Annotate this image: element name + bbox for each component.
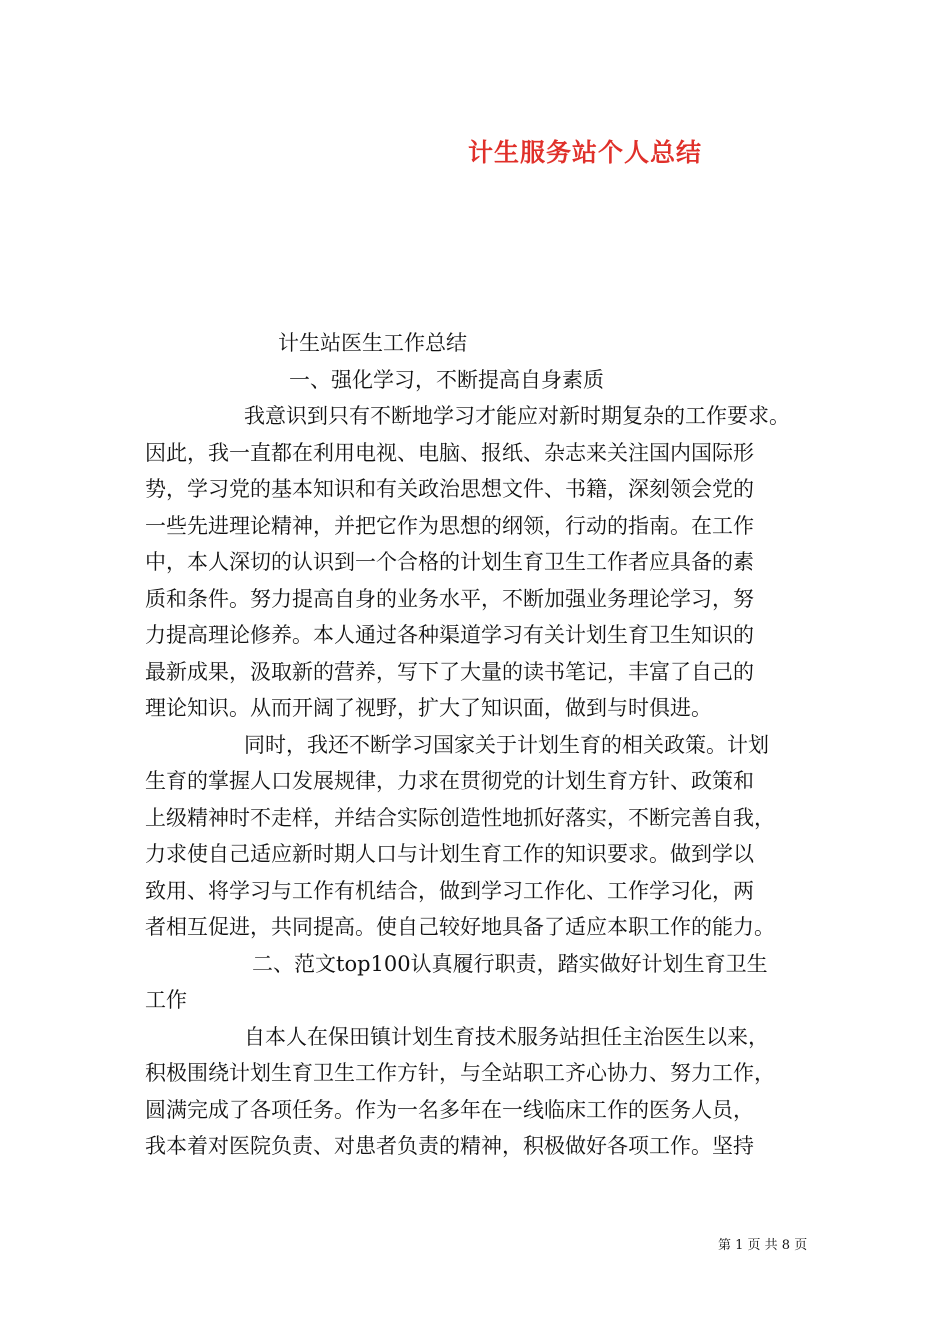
section-heading-1: 一、强化学习，不断提高自身素质 [289,367,604,392]
paragraph-line: 一些先进理论精神，并把它作为思想的纲领，行动的指南。在工作 [145,513,754,538]
section-heading-2: 二、范文top100认真履行职责，踏实做好计划生育卫生 [252,951,768,976]
paragraph-line: 力求使自己适应新时期人口与计划生育工作的知识要求。做到学以 [145,842,754,866]
document-title: 计生服务站个人总结 [468,138,703,167]
paragraph-line: 圆满完成了各项任务。作为一名多年在一线临床工作的医务人员， [145,1097,754,1122]
section-heading-2-continued: 工作 [145,988,187,1012]
subtitle: 计生站医生工作总结 [278,331,467,355]
paragraph-line: 我本着对医院负责、对患者负责的精神，积极做好各项工作。坚持 [145,1134,754,1158]
paragraph-line: 理论知识。从而开阔了视野，扩大了知识面，做到与时俱进。 [145,696,712,720]
paragraph-line: 中，本人深切的认识到一个合格的计划生育卫生工作者应具备的素 [145,550,754,574]
paragraph-line: 同时，我还不断学习国家关于计划生育的相关政策。计划 [244,732,769,757]
paragraph-line: 生育的掌握人口发展规律，力求在贯彻党的计划生育方针、政策和 [145,769,754,793]
paragraph-line: 因此，我一直都在利用电视、电脑、报纸、杂志来关注国内国际形 [145,440,754,465]
paragraph-line: 上级精神时不走样，并结合实际创造性地抓好落实，不断完善自我， [145,805,775,830]
page-number: 第 1 页 共 8 页 [718,1238,808,1253]
paragraph-line: 势，学习党的基本知识和有关政治思想文件、书籍，深刻领会党的 [145,477,754,501]
paragraph-line: 力提高理论修养。本人通过各种渠道学习有关计划生育卫生知识的 [145,623,754,647]
paragraph-line: 质和条件。努力提高自身的业务水平，不断加强业务理论学习，努 [145,586,754,611]
paragraph-line: 自本人在保田镇计划生育技术服务站担任主治医生以来， [244,1024,769,1049]
document-body [145,325,807,1165]
paragraph-line: 最新成果，汲取新的营养，写下了大量的读书笔记，丰富了自己的 [145,659,754,684]
paragraph-line: 我意识到只有不断地学习才能应对新时期复杂的工作要求。 [244,404,790,428]
paragraph-line: 致用、将学习与工作有机结合，做到学习工作化、工作学习化，两 [145,878,754,903]
paragraph-line: 者相互促进，共同提高。使自己较好地具备了适应本职工作的能力。 [145,915,775,939]
paragraph-line: 积极围绕计划生育卫生工作方针，与全站职工齐心协力、努力工作， [145,1061,775,1085]
